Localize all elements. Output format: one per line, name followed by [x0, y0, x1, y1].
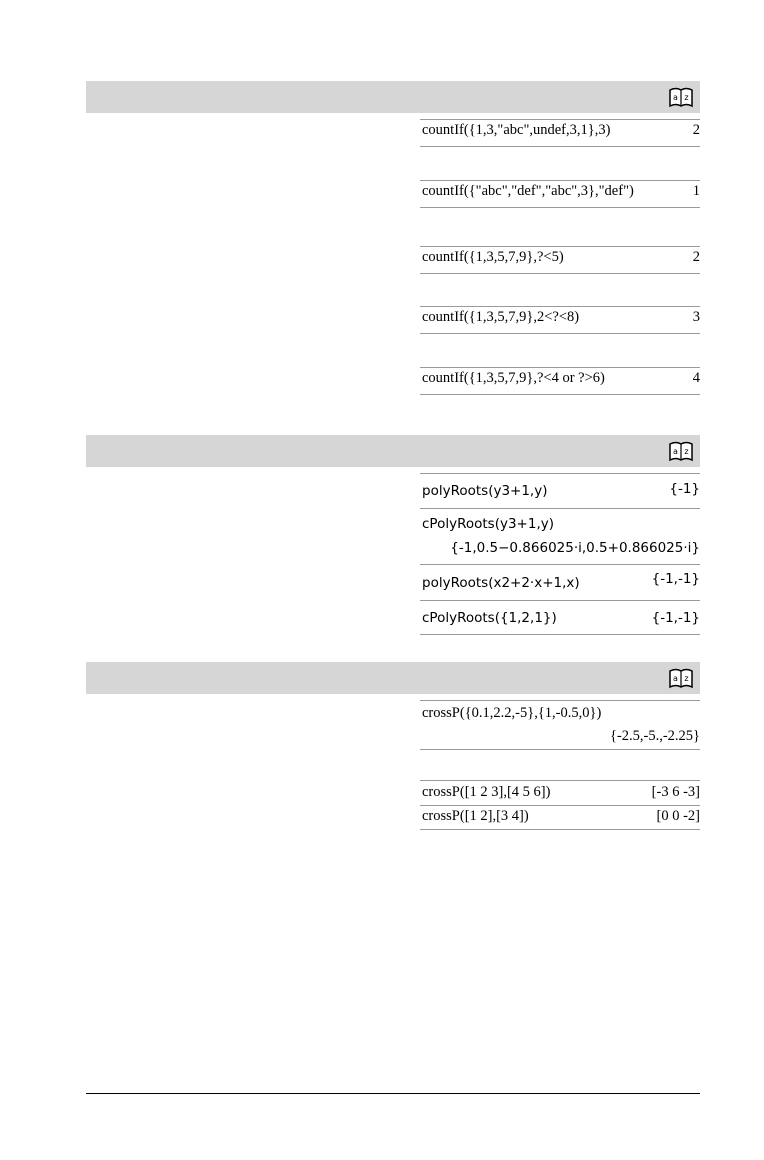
example-row [420, 601, 700, 635]
example-row [420, 473, 700, 509]
book-icon [668, 439, 694, 463]
example-row [420, 565, 700, 601]
example-row [420, 700, 700, 750]
example-row [420, 508, 700, 565]
expression: countIf({1,3,"abc",undef,3,1},3) [422, 122, 611, 138]
result: {-1,0.5−0.866025·i,0.5+0.866025·i} [450, 540, 700, 556]
result: 1 [692, 183, 700, 199]
svg-text:z: z [684, 447, 689, 456]
expression: crossP([1 2 3],[4 5 6]) [422, 784, 551, 800]
svg-text:a: a [673, 674, 678, 683]
expression: countIf({1,3,5,7,9},?<4 or ?>6) [422, 370, 605, 386]
expression: countIf({1,3,5,7,9},?<5) [422, 249, 564, 265]
example-row [420, 367, 700, 395]
expression: countIf({"abc","def","abc",3},"def") [422, 183, 634, 199]
svg-text:z: z [684, 93, 689, 102]
expression: crossP([1 2],[3 4]) [422, 808, 529, 824]
result: {-2.5,-5.,-2.25} [609, 728, 700, 744]
example-row [420, 805, 700, 830]
result: {-1} [669, 481, 700, 497]
svg-text:a: a [673, 93, 678, 102]
example-row [420, 246, 700, 274]
result: 2 [692, 249, 700, 265]
example-row [420, 180, 700, 208]
result: [0 0 -2] [656, 808, 700, 824]
expression: crossP({0.1,2.2,-5},{1,-0.5,0}) [422, 705, 602, 721]
svg-text:z: z [684, 674, 689, 683]
expression: polyRoots(x2+2·x+1,x) [422, 575, 580, 591]
book-icon [668, 666, 694, 690]
result: 2 [692, 122, 700, 138]
result: 3 [692, 309, 700, 325]
svg-text:a: a [673, 447, 678, 456]
book-icon [668, 85, 694, 109]
example-row [420, 780, 700, 806]
example-row [420, 119, 700, 147]
expression: cPolyRoots({1,2,1}) [422, 610, 557, 626]
section-header-crossp [86, 662, 700, 694]
section-header-cpolyroots [86, 435, 700, 467]
result: {-1,-1} [651, 610, 700, 626]
footer-rule [86, 1093, 700, 1094]
result: {-1,-1} [651, 571, 700, 587]
result: [-3 6 -3] [651, 784, 700, 800]
section-header-countif [86, 81, 700, 113]
expression: cPolyRoots(y3+1,y) [422, 516, 554, 532]
example-row [420, 306, 700, 334]
expression: polyRoots(y3+1,y) [422, 483, 548, 499]
result: 4 [692, 370, 700, 386]
expression: countIf({1,3,5,7,9},2<?<8) [422, 309, 580, 325]
